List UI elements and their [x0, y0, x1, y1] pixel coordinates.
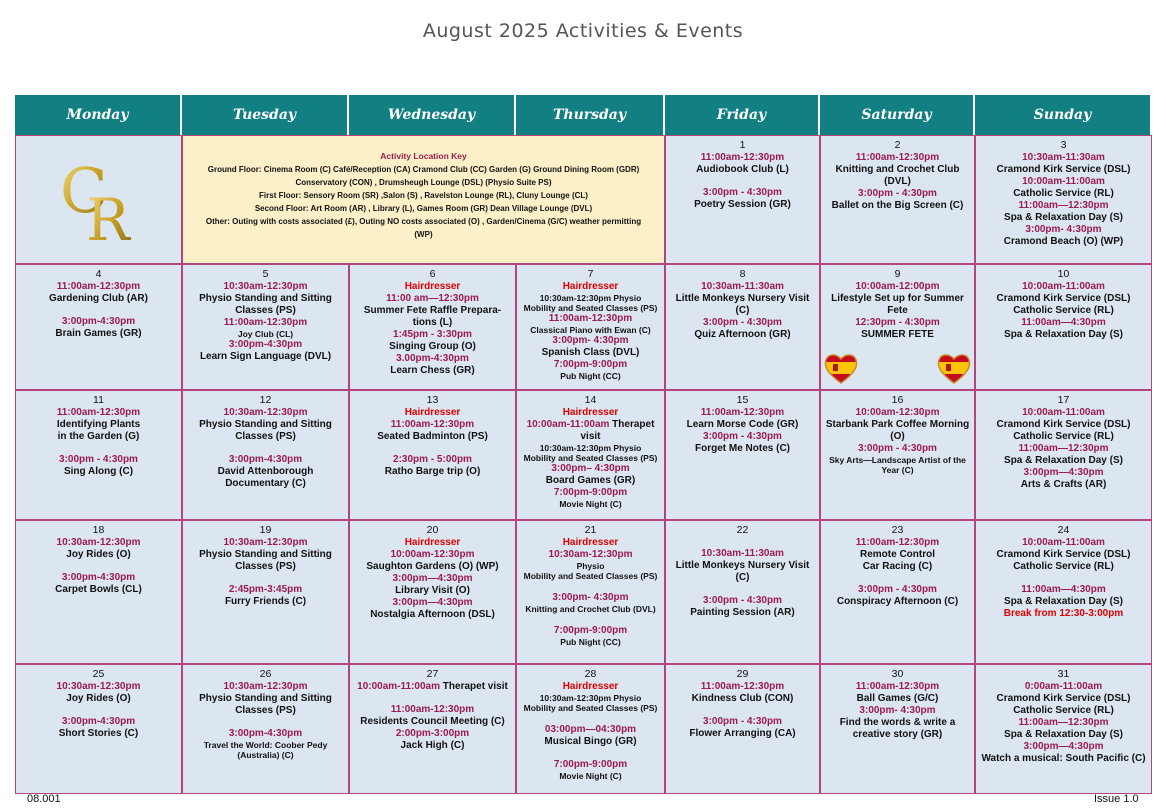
activity-detail: Physio — [576, 561, 605, 571]
activity-time: 11:00am-12:30pm — [855, 152, 940, 163]
activity-name: Audiobook Club (L) — [696, 164, 789, 175]
activity-time: 3:00pm - 4:30pm — [703, 187, 782, 198]
activity-name: (DVL) — [884, 176, 911, 187]
activity-time: 11:00am-12:30pm — [855, 537, 940, 548]
activity-time: 3:00pm-4:30pm — [228, 454, 303, 465]
activity-time: 10:00am-11:00am — [526, 419, 610, 430]
activity-time: 7:00pm-9:00pm — [553, 759, 628, 770]
day-header-thursday: Thursday — [516, 95, 665, 135]
activity-time: 10:30am-12:30pm — [223, 281, 308, 292]
activity-name: (C) — [735, 572, 750, 583]
alert-note: Hairdresser — [404, 537, 461, 548]
activity-name: Physio Standing and Sitting — [199, 293, 332, 304]
activity-time: 11:00 am—12:30pm — [386, 293, 479, 304]
activity-name: Fete — [887, 305, 908, 316]
activity-name: Poetry Session (GR) — [694, 199, 791, 210]
activity-time: 11:00am-12:30pm — [223, 317, 308, 328]
activity-name: Brain Games (GR) — [55, 328, 142, 339]
day-number: 21 — [584, 524, 597, 536]
activity-detail: Mobility and Seated Classes (PS) — [523, 303, 658, 313]
activity-time: 11:00am—4:30pm — [1021, 317, 1106, 328]
activity-time: 3:00pm-4:30pm — [228, 339, 303, 350]
activity-name: Spa & Relaxation Day (S) — [1004, 729, 1123, 740]
activity-time: 3:00pm - 4:30pm — [59, 454, 138, 465]
spacer — [350, 693, 515, 704]
activity-time: 10:00am-12:30pm — [855, 407, 940, 418]
activity-name: Learn Morse Code (GR) — [686, 419, 799, 430]
activity-time: 11:00am—12:30pm — [1018, 200, 1109, 211]
activity-time: 10:00am-11:00am — [357, 681, 441, 692]
activity-time: 3:00pm- 4:30pm — [859, 705, 936, 716]
activity-detail: 10:30am-12:30pm Physio — [539, 293, 642, 303]
activity-name: SUMMER FETE — [861, 329, 934, 340]
day-cell-12 — [182, 390, 349, 520]
activity-name: David Attenborough — [217, 466, 314, 477]
activity-name: Residents Council Meeting (C) — [360, 716, 505, 727]
day-cell-3 — [975, 135, 1152, 264]
logo-letter-c: C — [59, 153, 107, 227]
activity-name: Little Monkeys Nursery Visit — [675, 560, 810, 571]
activity-time: 3:00pm - 4:30pm — [858, 443, 937, 454]
activity-time: 3:00pm—4:30pm — [1023, 741, 1104, 752]
activity-name: Remote Control — [860, 549, 935, 560]
spacer — [183, 443, 348, 454]
activity-time: 7:00pm-9:00pm — [553, 625, 628, 636]
spacer — [517, 614, 664, 625]
spacer — [666, 584, 819, 595]
activity-time: 10:00am-11:00am — [1022, 407, 1105, 418]
day-cell-18 — [15, 520, 182, 664]
activity-time: 11:00am—12:30pm — [1018, 443, 1109, 454]
activity-name: Gardening Club (AR) — [49, 293, 148, 304]
day-cell-27 — [349, 664, 516, 794]
activity-time: 3:00pm - 4:30pm — [703, 431, 782, 442]
spacer — [666, 537, 819, 548]
day-number: 28 — [584, 668, 597, 680]
activity-name: Catholic Service (RL) — [1013, 431, 1114, 442]
day-cell-5 — [182, 264, 349, 390]
activity-name: Furry Friends (C) — [224, 596, 307, 607]
day-number: 24 — [1057, 524, 1070, 536]
activity-name: Catholic Service (RL) — [1013, 705, 1114, 716]
activity-line — [517, 419, 664, 431]
day-cell-9 — [820, 264, 975, 390]
activity-name: Quiz Afternoon (GR) — [694, 329, 791, 340]
activity-name: Spa & Relaxation Day (S) — [1004, 212, 1123, 223]
activity-time: 11:00am-12:30pm — [56, 281, 141, 292]
activity-name: Jack High (C) — [400, 740, 465, 751]
day-number: 25 — [92, 668, 105, 680]
activity-name: tions (L) — [412, 317, 453, 328]
activity-time: 3:00pm– 4:30pm — [551, 463, 630, 474]
day-number: 14 — [584, 394, 597, 406]
activity-time: 3.00pm-4:30pm — [396, 353, 469, 364]
activity-name: Arts & Crafts (AR) — [1020, 479, 1107, 490]
spacer — [517, 713, 664, 724]
activity-detail: Pub Night (CC) — [560, 637, 621, 647]
alert-note: Hairdresser — [562, 407, 619, 418]
activity-time: 3:00pm - 4:30pm — [858, 188, 937, 199]
activity-time: 03:00pm—04:30pm — [544, 724, 637, 735]
activity-name: Knitting and Crochet Club — [835, 164, 960, 175]
day-number: 5 — [262, 268, 269, 280]
activity-name: in the Garden (G) — [57, 431, 140, 442]
day-cell-30 — [820, 664, 975, 794]
activity-detail: Travel the World: Coober Pedy — [203, 740, 328, 750]
activity-time: 10:30am-12:30pm — [56, 537, 141, 548]
activity-time: 3:00pm- 4:30pm — [552, 592, 629, 603]
day-number: 3 — [1060, 139, 1067, 151]
activity-time: 10:00am-12:30pm — [390, 549, 475, 560]
spacer — [666, 705, 819, 716]
day-header-saturday: Saturday — [820, 95, 975, 135]
activity-name: Cramond Kirk Service (DSL) — [996, 549, 1131, 560]
spacer — [183, 573, 348, 584]
spacer — [183, 717, 348, 728]
day-cell-11 — [15, 390, 182, 520]
activity-name: Saughton Gardens (O) (WP) — [366, 561, 499, 572]
day-number: 12 — [259, 394, 272, 406]
activity-detail: (Australia) (C) — [237, 750, 294, 760]
key-line-5: Other: Outing with costs associated (£), Outing NO costs associated (O) , Garden/Cinema (G/C) weather permitting — [205, 217, 642, 226]
activity-time: 11:00am-12:30pm — [700, 407, 785, 418]
activity-name: Physio Standing and Sitting — [199, 419, 332, 430]
alert-note: Hairdresser — [562, 281, 619, 292]
spacer — [16, 705, 181, 716]
day-number: 11 — [93, 394, 104, 406]
activity-name: Short Stories (C) — [58, 728, 139, 739]
day-number: 31 — [1057, 668, 1070, 680]
activity-name: Little Monkeys Nursery Visit — [675, 293, 810, 304]
activity-name: Cramond Kirk Service (DSL) — [996, 419, 1131, 430]
activity-name: Singing Group (O) — [389, 341, 476, 352]
activity-name: Watch a musical: South Pacific (C) — [981, 753, 1146, 764]
day-cell-14 — [516, 390, 665, 520]
spacer — [517, 581, 664, 592]
activity-detail: Mobility and Seated Classes (PS) — [523, 703, 658, 713]
activity-name: Find the words & write a — [839, 717, 956, 728]
spacer — [666, 176, 819, 187]
key-line-3: First Floor: Sensory Room (SR) ,Salon (S) , Ravelston Lounge (RL), Cluny Lounge (CL) — [259, 191, 588, 200]
day-cell-25 — [15, 664, 182, 794]
activity-name: Conspiracy Afternoon (C) — [836, 596, 959, 607]
activity-name: Painting Session (AR) — [690, 607, 795, 618]
activity-detail: Pub Night (CC) — [560, 371, 621, 381]
activity-name: Physio Standing and Sitting — [199, 549, 332, 560]
cr-logo-icon — [54, 150, 144, 250]
activity-time: 10:00am-12:00pm — [855, 281, 940, 292]
day-cell-17 — [975, 390, 1152, 520]
activity-name: Cramond Kirk Service (DSL) — [996, 293, 1131, 304]
activity-time: 7:00pm-9:00pm — [553, 359, 628, 370]
activity-name: Summer Fete Raffle Prepara- — [363, 305, 502, 316]
day-number: 29 — [736, 668, 749, 680]
day-cell-6 — [349, 264, 516, 390]
calendar-grid — [15, 95, 1152, 794]
activity-time: 3:00pm - 4:30pm — [703, 595, 782, 606]
activity-name: Classes (PS) — [235, 431, 296, 442]
activity-time: 3:00pm—4:30pm — [392, 573, 473, 584]
day-cell-8 — [665, 264, 820, 390]
activity-name: Library Visit (O) — [395, 585, 470, 596]
day-number: 30 — [891, 668, 904, 680]
activity-detail: Mobility and Seated Classes (PS) — [523, 453, 658, 463]
activity-time: 11:00am-12:30pm — [700, 681, 785, 692]
logo-letter-r: R — [85, 185, 130, 250]
day-cell-28 — [516, 664, 665, 794]
activity-name: Therapet — [609, 419, 655, 430]
key-line-4: Second Floor: Art Room (AR) , Library (L), Games Room (GR) Dean Village Lounge (DVL) — [254, 204, 593, 213]
activity-name: Classes (PS) — [235, 305, 296, 316]
day-cell-31 — [975, 664, 1152, 794]
activity-name: Lifestyle Set up for Summer — [831, 293, 964, 304]
day-cell-23 — [820, 520, 975, 664]
day-header-tuesday: Tuesday — [182, 95, 349, 135]
day-cell-20 — [349, 520, 516, 664]
activity-detail: Mobility and Seated Classes (PS) — [523, 571, 658, 581]
day-header-wednesday: Wednesday — [349, 95, 516, 135]
day-cell-15 — [665, 390, 820, 520]
activity-time: 3:00pm-4:30pm — [61, 716, 136, 727]
activity-name: Spa & Relaxation Day (S) — [1004, 329, 1123, 340]
spacer — [976, 573, 1151, 584]
activity-time: 10:30am-12:30pm — [548, 549, 633, 560]
activity-name: Nostalgia Afternoon (DSL) — [370, 609, 495, 620]
activity-name: Catholic Service (RL) — [1013, 188, 1114, 199]
activity-detail: Movie Night (C) — [559, 771, 622, 781]
day-number: 15 — [736, 394, 749, 406]
day-cell-16 — [820, 390, 975, 520]
activity-time: 3:00pm - 4:30pm — [858, 584, 937, 595]
spain-heart-flag-icon — [936, 351, 972, 385]
key-line-2: Conservatory (CON) , Drumsheugh Lounge (DSL) (Physio Suite PS) — [295, 178, 552, 187]
activity-name: Classes (PS) — [235, 705, 296, 716]
activity-name: Joy Rides (O) — [66, 693, 131, 704]
page-title: August 2025 Activities & Events — [422, 20, 744, 42]
activity-detail: Joy Club (CL) — [237, 329, 294, 339]
day-cell-2 — [820, 135, 975, 264]
logo-cell — [15, 135, 182, 264]
activity-time: 11:00am-12:30pm — [855, 681, 940, 692]
day-header-sunday: Sunday — [975, 95, 1152, 135]
day-number: 20 — [426, 524, 439, 536]
activity-name: Cramond Kirk Service (DSL) — [996, 693, 1131, 704]
activity-name: Cramond Kirk Service (DSL) — [996, 164, 1131, 175]
activity-name: Identifying Plants — [56, 419, 141, 430]
activity-time: 7:00pm-9:00pm — [553, 487, 628, 498]
footer-issue: Issue 1.0 — [1094, 793, 1139, 805]
activity-name: Learn Chess (GR) — [390, 365, 475, 376]
spacer — [16, 443, 181, 454]
day-number: 1 — [739, 139, 746, 151]
key-line-6: (WP) — [414, 230, 433, 239]
day-number: 27 — [426, 668, 439, 680]
activity-time: 10:00am-11:00am — [1022, 176, 1105, 187]
spacer — [16, 561, 181, 572]
activity-detail: Knitting and Crochet Club (DVL) — [525, 604, 656, 614]
alert-note: Hairdresser — [404, 281, 461, 292]
activity-name: Physio Standing and Sitting — [199, 693, 332, 704]
activity-time: 11:00am-12:30pm — [548, 313, 633, 324]
day-number: 26 — [259, 668, 272, 680]
day-cell-22 — [665, 520, 820, 664]
day-number: 8 — [739, 268, 746, 280]
activity-time: 3:00pm - 4:30pm — [703, 716, 782, 727]
activity-name: Joy Rides (O) — [66, 549, 131, 560]
activity-time: 11:00am-12:30pm — [390, 419, 475, 430]
footer-code: 08.001 — [27, 793, 61, 805]
activity-time: 3:00pm—4:30pm — [1023, 467, 1104, 478]
activity-name: Flower Arranging (CA) — [689, 728, 796, 739]
day-cell-4 — [15, 264, 182, 390]
day-cell-26 — [182, 664, 349, 794]
activity-time: 0:00am-11:00am — [1024, 681, 1103, 692]
activity-name: Ball Games (G/C) — [856, 693, 939, 704]
day-number: 22 — [736, 524, 749, 536]
day-cell-1 — [665, 135, 820, 264]
day-header-friday: Friday — [665, 95, 820, 135]
day-number: 9 — [894, 268, 901, 280]
activity-time: 3:00pm- 4:30pm — [552, 335, 629, 346]
activity-time: 10:00am-11:00am — [1022, 537, 1105, 548]
activity-name: Sing Along (C) — [63, 466, 134, 477]
activity-time: 10:30am-11:30am — [701, 281, 784, 292]
activity-detail: Classical Piano with Ewan (C) — [530, 325, 651, 335]
day-number: 16 — [891, 394, 904, 406]
activity-detail: 10:30am-12:30pm Physio — [539, 443, 642, 453]
activity-time: 10:30am-12:30pm — [223, 407, 308, 418]
activity-detail: 10:30am-12:30pm Physio — [539, 693, 642, 703]
activity-name: Board Games (GR) — [545, 475, 636, 486]
day-cell-21 — [516, 520, 665, 664]
activity-time: 10:30am-12:30pm — [56, 681, 141, 692]
activity-time: 3:00pm-4:30pm — [61, 572, 136, 583]
activity-name: Spanish Class (DVL) — [541, 347, 640, 358]
activity-detail: Movie Night (C) — [559, 499, 622, 509]
activity-time: 3:00pm - 4:30pm — [703, 317, 782, 328]
alert-note: Break from 12:30-3:00pm — [1003, 608, 1124, 619]
key-heading: Activity Location Key — [380, 151, 467, 161]
day-cell-13 — [349, 390, 516, 520]
spacer — [821, 573, 974, 584]
activity-time: 11:00am-12:30pm — [56, 407, 141, 418]
day-number: 18 — [92, 524, 105, 536]
activity-name: Classes (PS) — [235, 561, 296, 572]
day-cell-10 — [975, 264, 1152, 390]
spacer — [517, 748, 664, 759]
activity-detail: Sky Arts—Landscape Artist of the — [829, 455, 966, 465]
activity-name: Seated Badminton (PS) — [377, 431, 488, 442]
activity-name: creative story (GR) — [852, 729, 943, 740]
activity-name: Catholic Service (RL) — [1013, 561, 1114, 572]
day-number: 7 — [587, 268, 594, 280]
activity-name: Ballet on the Big Screen (C) — [831, 200, 964, 211]
spacer — [16, 305, 181, 316]
activity-time: 10:30am-12:30pm — [223, 681, 308, 692]
day-cell-24 — [975, 520, 1152, 664]
activity-name: Learn Sign Language (DVL) — [199, 351, 332, 362]
activity-time: 12:30pm - 4:30pm — [855, 317, 940, 328]
activity-time: 3:00pm—4:30pm — [392, 597, 473, 608]
activity-name: Documentary (C) — [225, 478, 306, 489]
activity-time: 10:00am-11:00am — [1022, 281, 1105, 292]
activity-name: Musical Bingo (GR) — [544, 736, 637, 747]
day-number: 2 — [894, 139, 901, 151]
activity-name: Catholic Service (RL) — [1013, 305, 1114, 316]
activity-name: Ratho Barge trip (O) — [384, 466, 481, 477]
day-number: 19 — [259, 524, 272, 536]
activity-time: 3:00pm-4:30pm — [228, 728, 303, 739]
day-cell-29 — [665, 664, 820, 794]
spacer — [350, 443, 515, 454]
alert-note: Hairdresser — [562, 681, 619, 692]
activity-time: 11:00am-12:30pm — [390, 704, 475, 715]
day-cell-19 — [182, 520, 349, 664]
day-number: 10 — [1057, 268, 1070, 280]
day-cell-7 — [516, 264, 665, 390]
activity-time: 11:00am—4:30pm — [1021, 584, 1106, 595]
day-header-monday: Monday — [15, 95, 182, 135]
activity-name: Spa & Relaxation Day (S) — [1004, 596, 1123, 607]
activity-line — [350, 681, 515, 693]
activity-name: Spa & Relaxation Day (S) — [1004, 455, 1123, 466]
activity-time: 3:00pm-4:30pm — [61, 316, 136, 327]
activity-time: 10:30am-12:30pm — [223, 537, 308, 548]
activity-name: Car Racing (C) — [862, 561, 933, 572]
day-number: 17 — [1057, 394, 1070, 406]
activity-time: 2:45pm-3:45pm — [228, 584, 303, 595]
activity-name: Carpet Bowls (CL) — [55, 584, 142, 595]
activity-name: (O) — [890, 431, 905, 442]
activity-name: Therapet visit — [440, 681, 508, 692]
activity-time: 2:00pm-3:00pm — [395, 728, 470, 739]
day-number: 4 — [95, 268, 102, 280]
activity-name: (C) — [735, 305, 750, 316]
spain-heart-flag-icon — [823, 351, 859, 385]
activity-time: 10:30am-11:30am — [701, 548, 784, 559]
day-number: 13 — [426, 394, 439, 406]
alert-note: Hairdresser — [404, 407, 461, 418]
activity-time: 1:45pm - 3:30pm — [393, 329, 472, 340]
activity-time: 3:00pm- 4:30pm — [1025, 224, 1102, 235]
activity-time: 11:00am—12:30pm — [1018, 717, 1109, 728]
activity-time: 11:00am-12:30pm — [700, 152, 785, 163]
day-number: 23 — [891, 524, 904, 536]
activity-name: visit — [580, 431, 601, 442]
activity-time: 2:30pm - 5:00pm — [393, 454, 472, 465]
activity-name: Cramond Beach (O) (WP) — [1003, 236, 1124, 247]
alert-note: Hairdresser — [562, 537, 619, 548]
activity-name: Forget Me Notes (C) — [695, 443, 790, 454]
activity-name: Starbank Park Coffee Morning — [825, 419, 970, 430]
day-number: 6 — [429, 268, 436, 280]
activity-time: 10:30am-11:30am — [1022, 152, 1105, 163]
location-key — [182, 135, 665, 264]
key-line-1: Ground Floor: Cinema Room (C) Café/Reception (CA) Cramond Club (CC) Garden (G) Ground Dining Room (GDR) — [207, 165, 640, 174]
activity-name: Kindness Club (CON) — [691, 693, 794, 704]
activity-detail: Year (C) — [881, 465, 914, 475]
